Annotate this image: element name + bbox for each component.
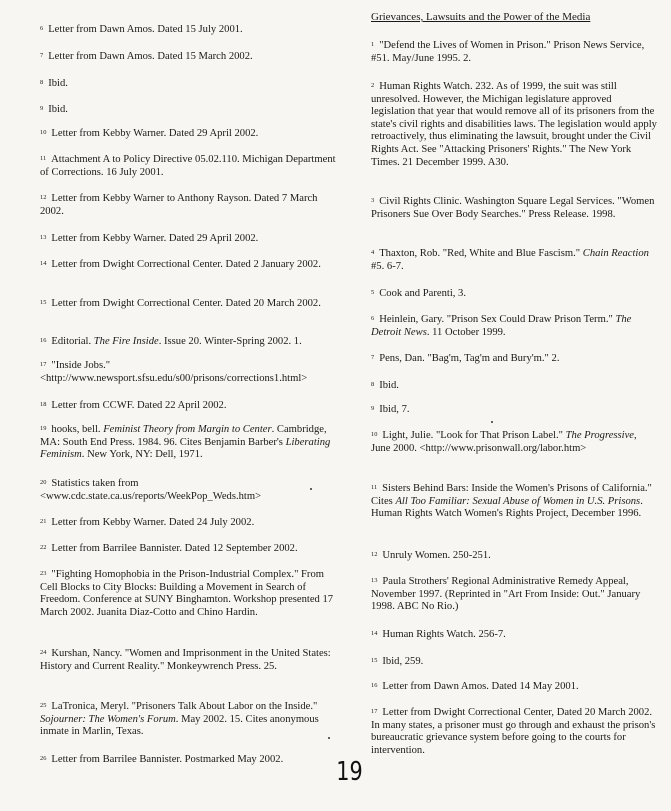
endnote-text: Heinlein, Gary. "Prison Sex Could Draw Prison Term." [379,314,616,325]
endnote-item [40,543,342,556]
endnote-number: 3 [371,197,375,204]
endnote-text: Letter from Dwight Correctional Center. Dated 20 March 2002. [51,298,321,309]
endnote-title-italic: Sojourner: The Women's Forum [40,713,176,725]
scan-speck [491,421,493,423]
endnote-item [371,629,657,642]
endnote-item [371,288,657,301]
endnote-text: Letter from Kebby Warner. Dated 29 April 2002. [51,233,259,244]
endnote-item [40,24,342,37]
endnote-number: 15 [40,299,47,306]
endnote-number: 26 [40,755,47,762]
endnote-item [371,81,657,169]
endnote-item [371,404,657,417]
endnote-text: Letter from Kebby Warner. Dated 29 April 2002. [51,128,259,139]
endnote-text: Human Rights Watch. 256-7. [382,629,506,640]
endnote-text: . Human Rights Watch Women's Rights Project, December 1996. [371,495,643,520]
endnote-text: Letter from Kebby Warner. Dated 24 July 2002. [51,517,255,528]
endnote-number: 14 [371,630,378,637]
endnote-number: 20 [40,479,47,486]
endnote-item [40,360,342,385]
endnote-text: Letter from Kebby Warner to Anthony Rayson. Dated 7 March 2002. [40,193,318,217]
endnote-number: 13 [371,577,378,584]
endnote-text: Paula Strothers' Regional Administrative Remedy Appeal, November 1997. (Reprinted in "Art From Inside: Out." January 1998. ABC No Rio.) [371,576,641,613]
endnote-number: 10 [371,431,378,438]
endnote-number: 14 [40,260,47,267]
endnote-item [371,576,657,614]
endnote-item [40,517,342,530]
endnote-text: Letter from Dawn Amos. Dated 15 March 2002. [48,51,253,62]
endnote-number: 13 [40,234,47,241]
endnote-text: . Issue 20. Winter-Spring 2002. 1. [158,336,302,347]
endnote-text: "Fighting Homophobia in the Prison-Industrial Complex." From Cell Blocks to City Blocks: Building a Movement in Search of Freedom. Conference at SUNY Binghamton. Workshop presented 17 March 2002. Juanita Diaz-Cotto and Chino Hardin. [40,569,334,618]
endnote-item [40,400,342,413]
endnote-number: 12 [40,194,47,201]
endnote-item [371,483,657,521]
endnote-item [40,569,342,619]
endnote-text: Pens, Dan. "Bag'm, Tag'm and Bury'm." 2. [379,353,560,364]
endnote-item [40,298,342,311]
endnote-title-italic: Feminist Theory from Margin to Center [103,424,272,435]
scan-speck [310,488,312,490]
endnote-title-italic: Chain Reaction [582,248,649,259]
endnote-text: , June 2000. <http://www.prisonwall.org/labor.htm> [371,430,637,454]
endnote-item [40,424,342,462]
endnote-number: 2 [371,82,375,89]
endnote-number: 11 [371,484,378,491]
endnote-number: 25 [40,702,47,709]
section-heading: Grievances, Lawsuits and the Power of the Media [371,11,591,23]
endnote-number: 7 [371,354,375,361]
endnote-number: 18 [40,401,47,408]
endnote-item [40,154,342,179]
endnote-number: 10 [40,129,47,136]
endnote-text: . May 2002. 15. Cites anonymous inmate in Marlin, Texas. [40,713,319,738]
endnote-item [40,259,342,272]
endnote-text: Editorial. [51,336,94,347]
endnote-text: Ibid, 259. [382,656,424,667]
endnote-item [371,314,657,339]
endnote-text: Ibid, 7. [379,404,410,415]
endnote-title-italic: Liberating Feminism [40,436,331,461]
endnote-number: 11 [40,155,47,162]
endnote-text: Letter from Barrilee Bannister. Postmarked May 2002. [51,754,284,765]
endnote-item [371,196,657,221]
endnote-title-italic: The Detroit News [371,314,632,338]
endnote-number: 12 [371,551,378,558]
endnote-text: Civil Rights Clinic. Washington Square Legal Services. "Women Prisoners Sue Over Body Searches." Press Release. 1998. [371,196,655,220]
endnote-item [371,430,657,455]
endnote-text: Thaxton, Rob. "Red, White and Blue Fascism." [379,248,583,259]
endnote-item [371,40,657,65]
endnote-text: . 11 October 1999. [426,326,506,338]
endnote-text: Cook and Parenti, 3. [379,288,467,299]
endnote-item [40,336,342,349]
endnote-item [40,754,342,767]
endnote-item [40,478,342,503]
endnote-text: Letter from Dawn Amos. Dated 15 July 2001. [48,24,243,35]
endnote-item [40,104,342,117]
endnote-number: 6 [40,25,44,32]
endnote-text: Human Rights Watch. 232. As of 1999, the suit was still unresolved. However, the Michigan legislature approved legislation that year that would remove all of its prisoners from the state's civil rights and disabilities laws. The legislation would apply retroactively, thus eliminating the lawsuit, brought under the Civil Rights Act. See "Attacking Prisoners' Rights." The New York Times. 21 December 1999. A30. [371,81,657,168]
endnote-item [40,128,342,141]
endnote-number: 8 [371,381,375,388]
endnote-text: Letter from Dwight Correctional Center, Dated 20 March 2002. In many states, a prisoner must go through and exhaust the prison's bureaucratic grievance system before going to the courts for intervention. [371,707,656,756]
endnote-item [371,550,657,563]
endnote-text: Letter from Barrilee Bannister. Dated 12 September 2002. [51,543,298,554]
endnote-text: Statistics taken from <www.cdc.state.ca.us/reports/WeekPop_Weds.htm> [40,478,262,502]
endnote-number: 19 [40,425,47,432]
scan-speck [328,737,330,739]
endnote-number: 15 [371,657,378,664]
endnote-text: Letter from CCWF. Dated 22 April 2002. [51,400,227,411]
endnote-item [371,380,657,393]
endnote-number: 24 [40,649,47,656]
endnote-item [40,648,342,673]
endnote-item [371,656,657,669]
endnote-text: . New York, NY: Dell, 1971. [81,449,203,461]
endnote-item [371,248,657,273]
endnote-item [371,353,657,366]
endnote-text: Kurshan, Nancy. "Women and Imprisonment in the United States: History and Current Reality." Monkeywrench Press. 25. [40,648,331,672]
endnote-text: hooks, bell. [51,424,104,435]
endnote-number: 9 [40,105,44,112]
endnote-number: 16 [371,682,378,689]
endnote-item [40,701,342,739]
endnote-number: 23 [40,570,47,577]
endnote-number: 17 [371,708,378,715]
endnote-text: Sisters Behind Bars: Inside the Women's Prisons of California." Cites [371,483,652,507]
endnote-text: Ibid. [48,104,68,115]
endnote-text: "Defend the Lives of Women in Prison." Prison News Service, #51. May/June 1995. 2. [371,40,645,64]
endnote-number: 6 [371,315,375,322]
endnote-number: 4 [371,249,375,256]
page-number: 19 [336,757,363,787]
endnote-number: 22 [40,544,47,551]
endnote-text: Attachment A to Policy Directive 05.02.110. Michigan Department of Corrections. 16 July 2001. [40,154,336,178]
endnote-title-italic: The Progressive [565,430,634,441]
endnote-text: Light, Julie. "Look for That Prison Label." [382,430,566,441]
endnote-text: "Inside Jobs." <http://www.newsport.sfsu.edu/s00/prisons/corrections1.html> [40,360,308,384]
endnote-number: 7 [40,52,44,59]
endnote-text: Ibid. [379,380,399,391]
endnote-item [371,707,657,757]
endnote-number: 17 [40,361,47,368]
endnote-number: 5 [371,289,375,296]
endnote-text: . Cambridge, MA: South End Press. 1984. 96. Cites Benjamin Barber's [40,424,327,448]
endnote-text: LaTronica, Meryl. "Prisoners Talk About Labor on the Inside." [51,701,318,712]
endnote-number: 16 [40,337,47,344]
endnote-item [40,78,342,91]
endnote-item [40,233,342,246]
endnote-item [40,193,342,218]
endnote-number: 9 [371,405,375,412]
endnote-text: Letter from Dawn Amos. Dated 14 May 2001. [382,681,579,692]
endnote-title-italic: The Fire Inside [93,336,159,347]
endnote-number: 8 [40,79,44,86]
endnote-text: #5. 6-7. [371,260,404,272]
endnote-item [40,51,342,64]
endnote-text: Ibid. [48,78,68,89]
endnote-text: Unruly Women. 250-251. [382,550,491,561]
endnote-number: 1 [371,41,375,48]
endnote-text: Letter from Dwight Correctional Center. Dated 2 January 2002. [51,259,321,270]
endnote-item [371,681,657,694]
endnote-number: 21 [40,518,47,525]
endnote-title-italic: All Too Familiar: Sexual Abuse of Women in U.S. Prisons [395,495,641,507]
